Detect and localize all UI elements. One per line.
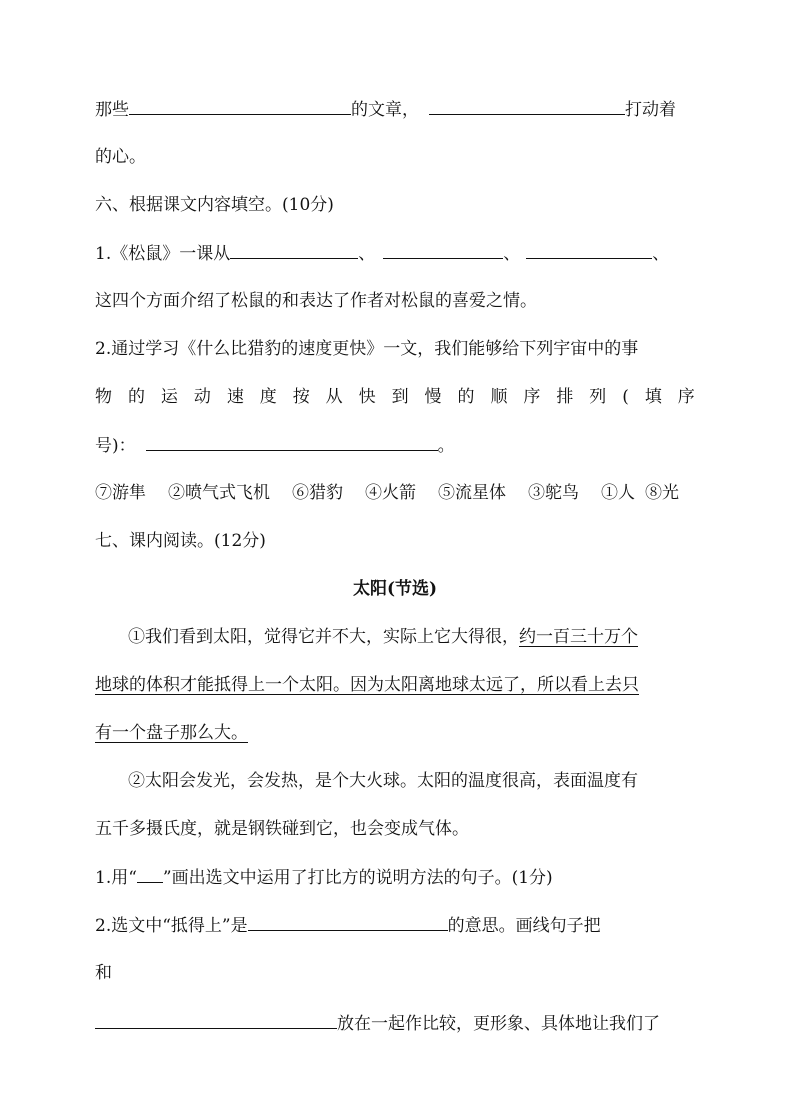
option: ⑦游隼: [95, 483, 146, 503]
char: 填: [644, 387, 662, 407]
option: ④火箭: [365, 483, 416, 503]
char: 从: [325, 387, 343, 407]
answer-blank[interactable]: [230, 242, 358, 259]
text: 的文章，: [351, 100, 419, 120]
question-text: 1.用“: [95, 868, 137, 888]
question-7-1: [95, 866, 553, 889]
question-7-2-line-2: 和: [95, 963, 112, 983]
passage-paragraph-2: ②太阳会发光，会发热，是个大火球。太阳的温度很高，表面温度有: [128, 771, 638, 791]
passage-text: ①我们看到太阳，觉得它并不大，实际上它大得很，: [128, 627, 519, 647]
text: 打动着: [625, 100, 676, 120]
char: (: [622, 387, 629, 407]
answer-blank[interactable]: [137, 866, 163, 883]
char: 按: [292, 387, 310, 407]
passage-paragraph-2-line-2: 五千多摄氏度，就是钢铁碰到它，也会变成气体。: [95, 819, 469, 839]
question-text: 1.《松鼠》一课从: [95, 244, 231, 264]
question-7-2-line-3: [95, 1012, 660, 1035]
char: 排: [556, 387, 574, 407]
char: 序: [523, 387, 541, 407]
option: ⑤流星体: [438, 483, 506, 503]
question-text: 。: [437, 436, 455, 456]
option: ⑧光: [645, 483, 679, 503]
question-6-2-line-3: [95, 434, 455, 457]
answer-blank[interactable]: [383, 242, 503, 259]
option: ③鸵鸟: [528, 483, 579, 503]
answer-blank[interactable]: [95, 1012, 337, 1029]
char: 到: [391, 387, 409, 407]
options-row: [95, 482, 679, 504]
question-text: 2.选文中“抵得上”是: [95, 916, 248, 936]
separator: 、: [503, 244, 521, 264]
char: 物: [95, 387, 112, 407]
question-text: 放在一起作比较，更形象、具体地让我们了: [337, 1014, 660, 1034]
answer-blank[interactable]: [146, 434, 438, 451]
char: 序: [677, 387, 695, 407]
line-1: [95, 98, 676, 121]
underlined-sentence: 有一个盘子那么大。: [95, 723, 248, 743]
line-2: [95, 146, 146, 168]
answer-blank[interactable]: [248, 914, 448, 931]
passage-title: 太阳(节选): [352, 579, 438, 599]
question-6-2-line-2: [95, 386, 695, 408]
char: 的: [127, 387, 145, 407]
char: 顺: [490, 387, 508, 407]
question-text: 号)：: [95, 436, 136, 456]
option: ①人: [601, 483, 635, 503]
char: 度: [259, 387, 277, 407]
char: 速: [226, 387, 244, 407]
question-6-2: 2.通过学习《什么比猎豹的速度更快》一文，我们能够给下列宇宙中的事: [95, 339, 639, 359]
passage-paragraph-1: [128, 626, 638, 648]
char: 运: [160, 387, 178, 407]
section-heading-7: 七、课内阅读。(12分): [95, 531, 266, 551]
question-text: ”画出选文中运用了打比方的说明方法的句子。(1分): [162, 868, 553, 888]
text: 那些: [95, 100, 129, 120]
text: 的心。: [95, 147, 146, 167]
option: ⑥猎豹: [292, 483, 343, 503]
question-7-2: [95, 914, 601, 937]
separator: 、: [652, 244, 670, 264]
separator: 、: [358, 244, 376, 264]
underlined-sentence: 约一百三十万个: [519, 627, 638, 647]
answer-blank[interactable]: [129, 98, 351, 115]
char: 的: [457, 387, 475, 407]
answer-blank[interactable]: [429, 98, 625, 115]
char: 快: [358, 387, 376, 407]
underlined-sentence: 地球的体积才能抵得上一个太阳。因为太阳离地球太远了，所以看上去只: [95, 675, 639, 695]
answer-blank[interactable]: [526, 242, 652, 259]
question-6-1: [95, 242, 669, 265]
section-heading-6: 六、根据课文内容填空。(10分): [95, 195, 334, 215]
char: 列: [589, 387, 607, 407]
question-6-1-line-2: 这四个方面介绍了松鼠的和表达了作者对松鼠的喜爱之情。: [95, 291, 537, 311]
option: ②喷气式飞机: [168, 483, 270, 503]
question-text: 的意思。画线句子把: [447, 916, 601, 936]
char: 慢: [424, 387, 442, 407]
char: 动: [193, 387, 211, 407]
